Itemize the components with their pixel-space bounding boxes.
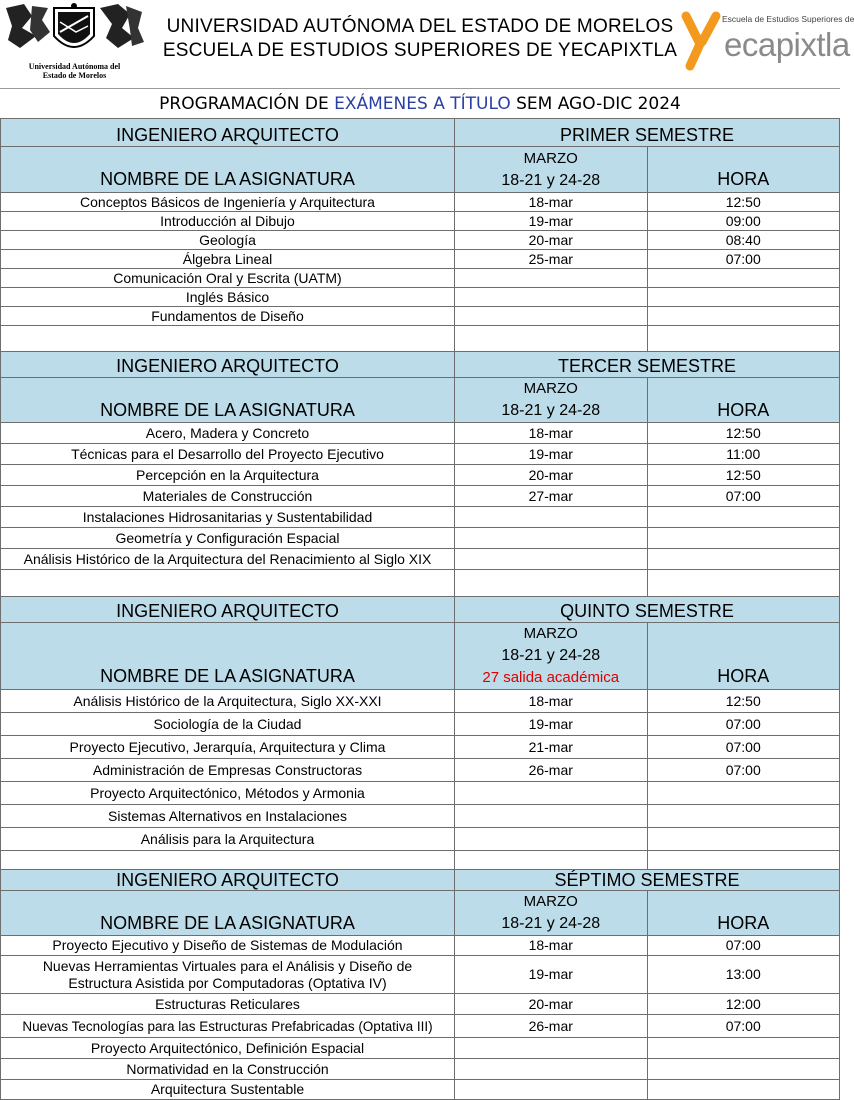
hour-cell [647,1038,840,1059]
hour-cell [647,1059,840,1080]
hour-cell: 08:40 [647,231,840,250]
table-row [1,444,840,465]
column-header-row [1,891,840,936]
subject-cell: Inglés Básico [1,288,455,307]
date-range: 18-21 y 24-28 [501,915,601,932]
date-range: 18-21 y 24-28 [501,172,601,189]
subject-cell: Introducción al Dibujo [1,212,455,231]
table-row [1,549,840,570]
hour-cell [647,549,840,570]
subject-cell: Proyecto Ejecutivo y Diseño de Sistemas de Modulación [1,936,455,956]
career-label: INGENIERO ARQUITECTO [1,352,455,378]
date-cell: 19-mar [455,713,648,736]
hour-cell: 07:00 [647,713,840,736]
table-row [1,212,840,231]
schedule-table-quinto [0,596,840,872]
date-cell: 19-mar [455,956,648,994]
hour-cell: 09:00 [647,212,840,231]
date-column-header [455,891,648,936]
subject-cell: Geometría y Configuración Espacial [1,528,455,549]
column-header-row [1,147,840,193]
date-cell [455,805,648,828]
table-row [1,1080,840,1100]
table-row [1,423,840,444]
semester-label: PRIMER SEMESTRE [455,119,840,147]
subject-cell: Proyecto Ejecutivo, Jerarquía, Arquitectura y Clima [1,736,455,759]
uaem-caption-line1: Universidad Autónoma del [28,62,121,71]
uaem-caption [2,62,147,80]
hour-cell [647,805,840,828]
hour-cell [647,507,840,528]
title-highlight: EXÁMENES A TÍTULO [334,94,511,114]
table-row [1,828,840,851]
hour-cell: 07:00 [647,486,840,507]
schedule-table-septimo [0,869,840,1100]
column-header-row [1,378,840,423]
table-row [1,956,840,994]
table-row [1,288,840,307]
table-row [1,269,840,288]
subject-cell: Análisis para la Arquitectura [1,828,455,851]
hour-cell: 07:00 [647,759,840,782]
subject-cell: Sociología de la Ciudad [1,713,455,736]
hour-cell: 07:00 [647,936,840,956]
table-row [1,231,840,250]
hour-cell: 12:00 [647,994,840,1015]
subject-cell: Estructuras Reticulares [1,994,455,1015]
table-row [1,936,840,956]
hour-cell [647,288,840,307]
hour-cell: 07:00 [647,736,840,759]
hour-column-header: HORA [647,891,840,936]
table-row [1,994,840,1015]
subject-cell: Sistemas Alternativos en Instalaciones [1,805,455,828]
hour-cell: 13:00 [647,956,840,994]
spacer-row [1,326,840,353]
subject-cell: Geología [1,231,455,250]
subject-cell: Nuevas Herramientas Virtuales para el Análisis y Diseño de Estructura Asistida por Computadoras (Optativa IV) [1,956,455,994]
date-column-header [455,147,648,193]
date-cell: 18-mar [455,193,648,212]
yecapixtla-logo-tagline: Escuela de Estudios Superiores de [722,14,854,24]
table-row [1,1038,840,1059]
hour-cell [647,269,840,288]
table-row [1,193,840,212]
date-cell: 25-mar [455,250,648,269]
date-note: 27 salida académica [482,669,620,686]
hour-cell: 11:00 [647,444,840,465]
subject-cell: Conceptos Básicos de Ingeniería y Arquitectura [1,193,455,212]
table-row [1,507,840,528]
section-band [1,119,840,147]
semester-label: QUINTO SEMESTRE [455,597,840,623]
subject-cell: Fundamentos de Diseño [1,307,455,326]
spacer-row [1,570,840,597]
date-cell [455,288,648,307]
schedule-table-tercer [0,351,840,597]
subject-cell: Acero, Madera y Concreto [1,423,455,444]
subject-column-header: NOMBRE DE LA ASIGNATURA [1,623,455,690]
subject-cell: Proyecto Arquitectónico, Métodos y Armonia [1,782,455,805]
table-row [1,1059,840,1080]
table-row [1,465,840,486]
hour-cell: 12:50 [647,690,840,713]
subject-column-header: NOMBRE DE LA ASIGNATURA [1,378,455,423]
date-cell: 20-mar [455,231,648,250]
hour-cell [647,528,840,549]
career-label: INGENIERO ARQUITECTO [1,870,455,891]
table-row [1,690,840,713]
date-cell: 18-mar [455,936,648,956]
subject-cell: Arquitectura Sustentable [1,1080,455,1100]
date-cell: 18-mar [455,690,648,713]
date-range: 18-21 y 24-28 [501,647,601,664]
hour-cell [647,307,840,326]
hour-cell: 12:50 [647,423,840,444]
month-label: MARZO [523,893,578,910]
hour-cell: 07:00 [647,1015,840,1038]
subject-cell: Técnicas para el Desarrollo del Proyecto Ejecutivo [1,444,455,465]
subject-column-header: NOMBRE DE LA ASIGNATURA [1,147,455,193]
hour-cell: 07:00 [647,250,840,269]
table-row [1,486,840,507]
date-cell [455,528,648,549]
subject-cell: Materiales de Construcción [1,486,455,507]
date-cell [455,782,648,805]
uaem-caption-line2: Estado de Morelos [42,71,107,80]
subject-cell: Proyecto Arquitectónico, Definición Espacial [1,1038,455,1059]
date-column-header [455,378,648,423]
column-header-row [1,623,840,690]
university-name: UNIVERSIDAD AUTÓNOMA DEL ESTADO DE MORELOS [166,16,674,37]
date-column-header [455,623,648,690]
date-cell: 19-mar [455,212,648,231]
section-band [1,870,840,891]
date-cell: 26-mar [455,759,648,782]
date-cell [455,549,648,570]
date-range: 18-21 y 24-28 [501,402,601,419]
table-row [1,250,840,269]
date-cell: 21-mar [455,736,648,759]
date-cell: 20-mar [455,994,648,1015]
date-cell: 19-mar [455,444,648,465]
section-band [1,597,840,623]
subject-cell: Instalaciones Hidrosanitarias y Sustentabilidad [1,507,455,528]
hour-cell [647,1080,840,1100]
date-cell [455,1038,648,1059]
date-cell [455,269,648,288]
section-band [1,352,840,378]
table-row [1,528,840,549]
hour-column-header: HORA [647,378,840,423]
date-cell: 26-mar [455,1015,648,1038]
subject-cell: Nuevas Tecnologías para las Estructuras Prefabricadas (Optativa III) [1,1015,455,1038]
date-cell [455,828,648,851]
schedule-table-primer [0,118,840,353]
date-cell [455,307,648,326]
yecapixtla-logo-word: ecapixtla [724,26,850,63]
date-cell [455,507,648,528]
subject-cell: Análisis Histórico de la Arquitectura, Siglo XX-XXI [1,690,455,713]
subject-cell: Administración de Empresas Constructoras [1,759,455,782]
table-row [1,307,840,326]
date-cell [455,1080,648,1100]
table-row [1,759,840,782]
hour-column-header: HORA [647,623,840,690]
table-row [1,1015,840,1038]
semester-label: SÉPTIMO SEMESTRE [455,870,840,891]
subject-cell: Comunicación Oral y Escrita (UATM) [1,269,455,288]
career-label: INGENIERO ARQUITECTO [1,119,455,147]
school-name: ESCUELA DE ESTUDIOS SUPERIORES DE YECAPIXTLA [162,40,678,61]
title-post: SEM AGO-DIC 2024 [510,94,681,114]
month-label: MARZO [523,150,578,167]
month-label: MARZO [523,380,578,397]
subject-cell: Percepción en la Arquitectura [1,465,455,486]
table-row [1,782,840,805]
subject-cell: Normatividad en la Construcción [1,1059,455,1080]
page-header [0,0,854,88]
hour-cell: 12:50 [647,465,840,486]
date-cell: 27-mar [455,486,648,507]
subject-cell: Álgebra Lineal [1,250,455,269]
month-label: MARZO [523,625,578,642]
subject-column-header: NOMBRE DE LA ASIGNATURA [1,891,455,936]
hour-cell [647,782,840,805]
hour-cell [647,828,840,851]
hour-cell: 12:50 [647,193,840,212]
title-pre: PROGRAMACIÓN DE [159,94,335,114]
table-row [1,736,840,759]
career-label: INGENIERO ARQUITECTO [1,597,455,623]
table-row [1,805,840,828]
hour-column-header: HORA [647,147,840,193]
date-cell [455,1059,648,1080]
subject-cell: Análisis Histórico de la Arquitectura del Renacimiento al Siglo XIX [1,549,455,570]
page-title [0,88,840,118]
date-cell: 18-mar [455,423,648,444]
semester-label: TERCER SEMESTRE [455,352,840,378]
date-cell: 20-mar [455,465,648,486]
table-row [1,713,840,736]
